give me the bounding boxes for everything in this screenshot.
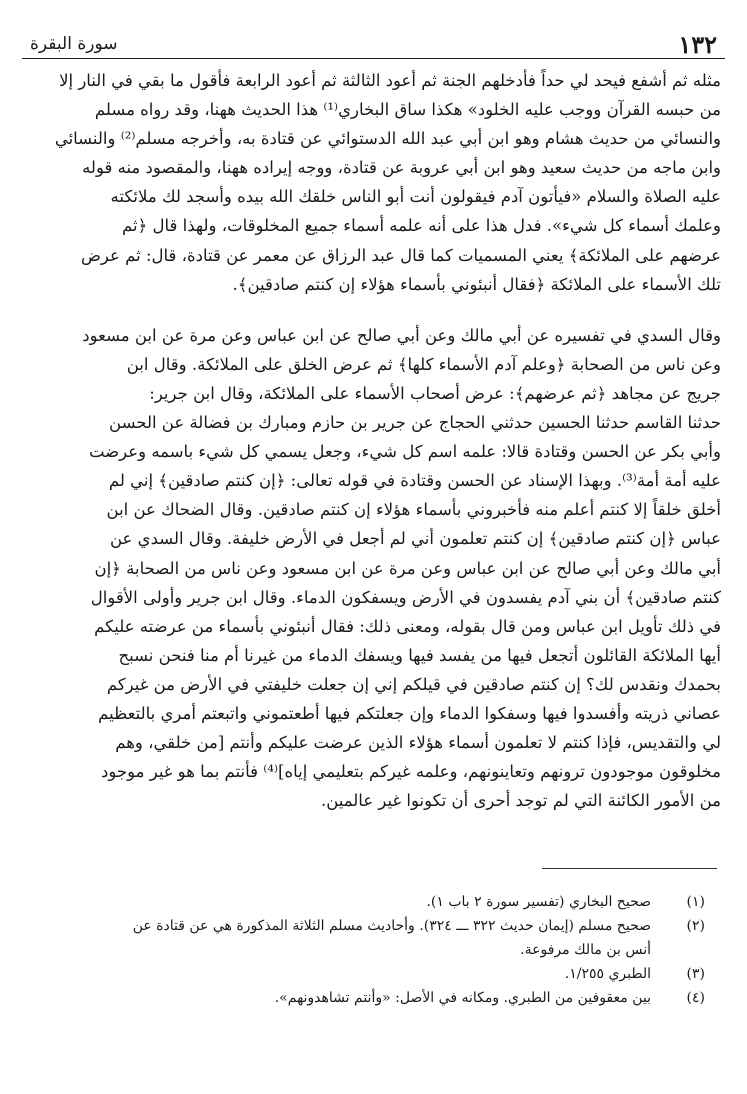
footnote-number: (١) bbox=[686, 894, 705, 910]
paragraph-1 bbox=[28, 66, 721, 299]
footnote-1 bbox=[28, 890, 721, 914]
text-line: عليه الصلاة والسلام «فيأتون آدم فيقولون أنت أبو الناس خلقك الله بيده وأسجد لك ملائكته bbox=[110, 187, 721, 207]
text-line: أخلق خلقاً إلا كنتم أعلم منه فأخبروني بأسماء هؤلاء إن كنتم صادقين. وقال الضحاك عن ابن bbox=[106, 500, 721, 520]
main-text bbox=[28, 66, 721, 815]
text-line: كنتم صادقين﴾ أن بني آدم يفسدون في الأرض ويسفكون الدماء. وقال ابن جرير وأولى الأقوال bbox=[90, 587, 721, 607]
surah-title: سورة البقرة bbox=[30, 34, 118, 54]
footnote-text: صحيح البخاري (تفسير سورة ٢ باب ١). bbox=[426, 894, 651, 910]
page-header bbox=[22, 28, 725, 59]
text-line: في ذلك تأويل ابن عباس ومن قال بقوله، ومعنى ذلك: فقال أنبئوني بأسماء من عرضته عليكم bbox=[94, 616, 721, 636]
footnotes bbox=[28, 890, 721, 1010]
text-line: بحمدك ونقدس لك؟ إن كنتم صادقين في قيلكم إني إن جعلت خليفتي في الأرض من غيركم bbox=[106, 674, 721, 694]
footnote-text: بين معقوفين من الطبري. ومكانه في الأصل: «وأنتم تشاهدونهم». bbox=[274, 990, 651, 1006]
footnote-divider bbox=[542, 868, 717, 869]
footnote-text: أنس بن مالك مرفوعة. bbox=[520, 942, 651, 958]
footnote-number: (٤) bbox=[686, 990, 705, 1006]
footnote-2 bbox=[28, 914, 721, 962]
page-number: ١٣٢ bbox=[678, 30, 717, 59]
text-line: عباس ﴿إن كنتم صادقين﴾ إن كنتم تعلمون أني لم أجعل في الأرض خليفة. وقال السدي عن bbox=[110, 529, 721, 549]
footnote-number: (٣) bbox=[686, 966, 705, 982]
text-line: من حبسه القرآن ووجب عليه الخلود» هكذا ساق البخاري⁽¹⁾ هذا الحديث ههنا، وقد رواه مسلم bbox=[94, 100, 721, 120]
text-line: تلك الأسماء على الملائكة ﴿فقال أنبئوني بأسماء هؤلاء إن كنتم صادقين﴾. bbox=[232, 274, 721, 294]
text-line: مثله ثم أشفع فيحد لي حداً فأدخلهم الجنة ثم أعود الثالثة ثم أعود الرابعة فأقول ما بقي في النار إلا bbox=[59, 71, 721, 90]
text-line: لي والتقديس، فإذا كنتم لا تعلمون أسماء هؤلاء الذين عرضت عليكم وأنتم [من خلقي، وهم bbox=[115, 733, 721, 753]
text-line: وأبي بكر عن الحسن وقتادة قالا: علمه اسم كل شيء، وجعل يسمي كل شيء باسمه وعرضت bbox=[88, 442, 721, 462]
paragraph-gap bbox=[28, 299, 721, 321]
footnote-number: (٢) bbox=[686, 918, 705, 934]
text-line: عليه أمة أمة⁽³⁾. وبهذا الإسناد عن الحسن وقتادة في قوله تعالى: ﴿إن كنتم صادقين﴾ إني لم bbox=[108, 471, 721, 491]
paragraph-2 bbox=[28, 321, 721, 816]
text-line: عصاني ذريته وأفسدوا فيها وسفكوا الدماء وإن جعلتكم فيها أطعتموني واتبعتم أمري بالتعظيم bbox=[98, 703, 721, 723]
text-line: حدثنا القاسم حدثنا الحسين حدثني الحجاج عن جرير بن حازم ومبارك بن فضالة عن الحسن bbox=[109, 413, 721, 433]
text-line: مخلوقون موجودون ترونهم وتعاينونهم، وعلمه غيركم بتعليمي إياه]⁽⁴⁾ فأنتم بما هو غير موجود bbox=[101, 762, 721, 782]
footnote-text: صحيح مسلم (إيمان حديث ٣٢٢ ـــ ٣٢٤). وأحاديث مسلم الثلاثة المذكورة هي عن قتادة عن bbox=[132, 918, 651, 934]
text-line: وعلمك أسماء كل شيء». فدل هذا على أنه علمه أسماء جميع المخلوقات، ولهذا قال ﴿ثم bbox=[122, 216, 721, 236]
text-line: والنسائي من حديث هشام وهو ابن أبي عبد الله الدستوائي عن قتادة به، وأخرجه مسلم⁽²⁾ والنسائي bbox=[54, 129, 721, 149]
text-line: وعن ناس من الصحابة ﴿وعلم آدم الأسماء كلها﴾ ثم عرض الخلق على الملائكة. وقال ابن bbox=[126, 354, 721, 374]
text-line: عرضهم على الملائكة﴾ يعني المسميات كما قال عبد الرزاق عن معمر عن قتادة، قال: ثم عرض bbox=[80, 245, 721, 265]
text-line: من الأمور الكائنة التي لم توجد أحرى أن تكونوا غير عالمين. bbox=[320, 791, 721, 811]
text-line: وقال السدي في تفسيره عن أبي مالك وعن أبي صالح عن ابن عباس وعن مرة عن ابن مسعود bbox=[82, 325, 721, 345]
text-line: أبي مالك وعن أبي صالح عن ابن عباس وعن مرة عن ابن مسعود وعن ناس من الصحابة ﴿إن bbox=[94, 558, 721, 578]
footnote-3 bbox=[28, 962, 721, 986]
footnote-4 bbox=[28, 986, 721, 1010]
text-line: وابن ماجه من حديث سعيد وهو ابن أبي عروبة عن قتادة، ووجه إيراده ههنا، والمقصود منه قوله bbox=[82, 158, 721, 178]
text-line: أيها الملائكة القائلون أتجعل فيها من يفسد فيها ويسفك الدماء من غيرنا أم منا فنحن نسبح bbox=[118, 645, 721, 665]
footnote-text: الطبري ١/٢٥٥. bbox=[564, 966, 651, 982]
text-line: جريج عن مجاهد ﴿ثم عرضهم﴾: عرض أصحاب الأسماء على الملائكة، وقال ابن جرير: bbox=[149, 383, 721, 403]
